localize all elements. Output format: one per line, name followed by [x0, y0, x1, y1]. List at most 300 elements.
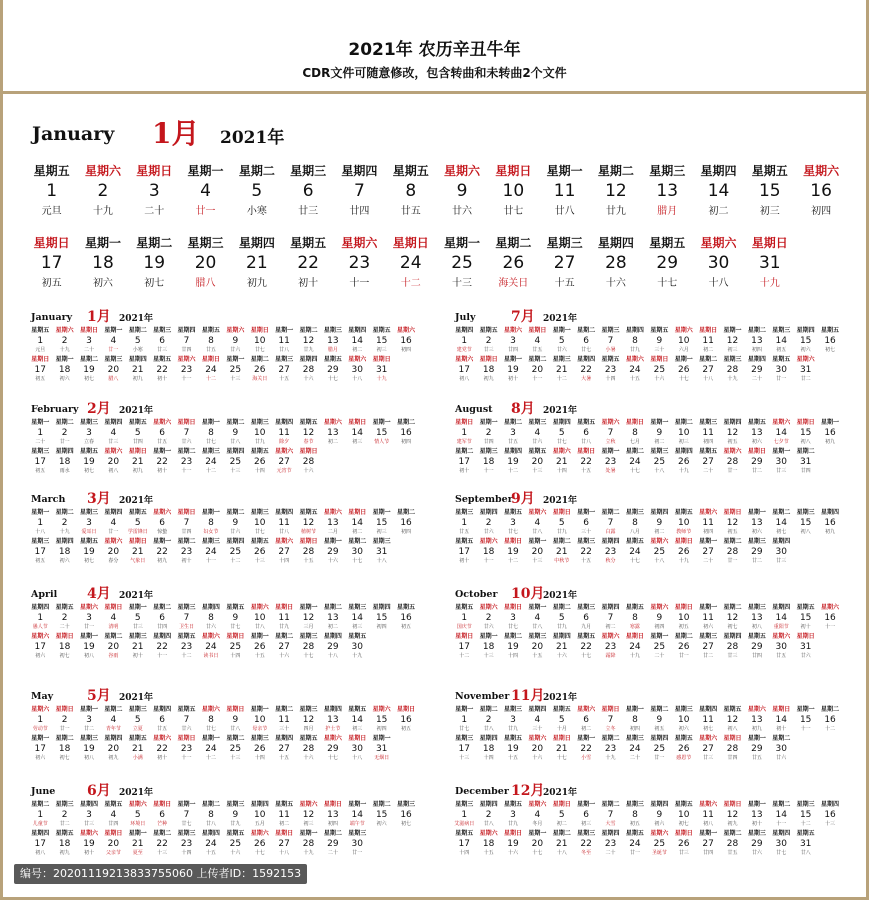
lunar-label: 十四 [459, 850, 470, 856]
weekday-label: 星期三 [299, 706, 318, 713]
day-number: 16 [400, 428, 412, 438]
mini-day-cell [793, 829, 817, 858]
lunar-label: 廿九 [507, 821, 518, 827]
lunar-label: 二十 [327, 850, 338, 856]
day-number: 30 [707, 253, 730, 273]
mini-week-row [452, 355, 855, 384]
lunar-label: 十六 [230, 850, 241, 856]
weekday-label: 星期二 [601, 801, 620, 808]
day-number: 2 [61, 428, 68, 438]
lunar-label: 十九 [92, 206, 113, 217]
lunar-label: 十九 [759, 278, 780, 289]
mini-day-cell [150, 705, 174, 734]
day-number: 2 [485, 428, 492, 438]
mini-day-cell [28, 418, 52, 447]
lunar-label: 八月 [629, 529, 640, 535]
weekday-label: 星期三 [650, 448, 669, 455]
weekday-label: 星期一 [674, 356, 693, 363]
lunar-label: 处暑 [605, 468, 616, 474]
mini-day-cell [394, 603, 418, 632]
day-number: 26 [677, 642, 690, 652]
lunar-label: 廿六 [181, 439, 192, 445]
weekday-label: 星期三 [250, 735, 269, 742]
mini-day-cell [476, 800, 500, 829]
lunar-label: 十一 [825, 624, 836, 630]
lunar-label: 十四 [254, 755, 265, 761]
weekday-label: 星期日 [128, 538, 147, 545]
mini-day-cell [248, 800, 272, 829]
mini-month-header [455, 306, 855, 326]
mini-day-cell [720, 734, 744, 763]
mini-day-cell [623, 632, 647, 661]
mini-day-cell [818, 800, 842, 829]
day-number: 22 [156, 744, 168, 754]
lunar-label: 十九 [352, 653, 363, 659]
mini-day-cell [525, 326, 549, 355]
day-number: 13 [751, 518, 763, 528]
weekday-label: 星期三 [79, 419, 98, 426]
lunar-label: 初三 [376, 347, 387, 353]
weekday-label: 星期二 [455, 448, 474, 455]
mini-day-cell [296, 537, 320, 566]
weekday-label: 星期六 [79, 830, 98, 837]
mini-day-cell [769, 537, 793, 566]
lunar-label: 廿一 [654, 755, 665, 761]
mini-day-cell [296, 418, 320, 447]
day-number: 6 [159, 518, 166, 528]
lunar-label: 廿四 [800, 468, 811, 474]
weekday-label: 星期二 [503, 633, 522, 640]
weekday-label: 星期四 [503, 448, 522, 455]
mini-day-cell [223, 800, 247, 829]
mini-day-cell [272, 705, 296, 734]
weekday-label: 星期六 [601, 633, 620, 640]
weekday-label: 星期一 [153, 448, 172, 455]
weekday-label: 星期六 [299, 801, 318, 808]
mini-day-cell [369, 418, 393, 447]
day-number: 20 [107, 744, 120, 754]
mini-day-cell [174, 829, 198, 858]
day-number: 13 [327, 428, 339, 438]
day-number: 27 [278, 457, 290, 467]
day-number: 1 [37, 715, 44, 725]
day-number: 11 [553, 181, 576, 201]
day-number: 7 [183, 613, 190, 623]
day-number: 26 [253, 839, 266, 849]
mini-day-cell [223, 537, 247, 566]
lunar-label: 卫生日 [179, 624, 195, 630]
mini-day-cell [623, 508, 647, 537]
mini-day-cell [101, 632, 125, 661]
lunar-label: 秋分 [605, 558, 616, 564]
day-number: 18 [482, 744, 495, 754]
mini-day-cell [345, 734, 369, 763]
lunar-label: 十八 [556, 850, 567, 856]
mini-day-cell [394, 705, 418, 734]
mini-day-cell [248, 355, 272, 384]
day-number: 7 [183, 518, 190, 528]
weekday-label: 星期五 [503, 509, 522, 516]
mini-day-cell [647, 537, 671, 566]
mini-day-cell [550, 447, 574, 476]
mini-day-cell [501, 705, 525, 734]
mini-day-cell [501, 800, 525, 829]
weekday-label: 星期四 [552, 419, 571, 426]
day-number: 25 [451, 253, 473, 273]
mini-day-cell [769, 355, 793, 384]
mini-day-cell [174, 447, 198, 476]
weekday-label: 星期三 [546, 236, 583, 250]
day-number: 21 [556, 457, 568, 467]
lunar-label: 廿三 [678, 850, 689, 856]
weekday-label: 星期三 [177, 604, 196, 611]
lunar-label: 十五 [254, 653, 265, 659]
day-number: 28 [726, 839, 739, 849]
mini-week-row [28, 734, 431, 763]
weekday-label: 星期四 [577, 356, 596, 363]
weekday-label: 星期六 [479, 830, 498, 837]
day-number: 19 [83, 744, 95, 754]
mini-day-cell [501, 326, 525, 355]
mini-day-cell [321, 418, 345, 447]
mini-day-cell [623, 829, 647, 858]
mini-day-cell [550, 508, 574, 537]
mini-day-cell [818, 418, 842, 447]
mini-day-cell [696, 632, 720, 661]
mini-month-cn: 6月 [87, 783, 111, 799]
lunar-label: 建军节 [456, 439, 472, 445]
mini-day-cell [550, 734, 574, 763]
day-number: 16 [400, 613, 412, 623]
big-month-en: January [32, 123, 115, 145]
day-number: 7 [354, 181, 365, 201]
mini-day-cell [745, 603, 769, 632]
mini-day-cell [126, 537, 150, 566]
lunar-label: 教师节 [676, 529, 692, 535]
lunar-label: 廿七 [205, 726, 216, 732]
weekday-label: 星期六 [348, 356, 367, 363]
mini-day-cell [793, 800, 817, 829]
day-number: 5 [134, 336, 141, 346]
day-number: 23 [604, 642, 617, 652]
mini-day-cell [272, 326, 296, 355]
weekday-label: 星期五 [625, 538, 644, 545]
lunar-label: 初七 [776, 529, 787, 535]
weekday-label: 星期一 [479, 633, 498, 640]
mini-day-cell [525, 603, 549, 632]
mini-day-cell [52, 632, 76, 661]
weekday-label: 星期二 [299, 327, 318, 334]
mini-day-cell [321, 508, 345, 537]
day-number: 7 [183, 715, 190, 725]
lunar-label: 十五 [581, 558, 592, 564]
mini-day-cell [452, 326, 476, 355]
lunar-label: 初三 [352, 726, 363, 732]
day-number: 10 [677, 518, 690, 528]
weekday-label: 星期六 [226, 327, 245, 334]
weekday-label: 星期五 [104, 801, 123, 808]
weekday-label: 星期五 [503, 735, 522, 742]
day-number: 15 [375, 810, 388, 820]
lunar-label: 廿八 [483, 821, 494, 827]
mini-day-cell [248, 537, 272, 566]
weekday-label: 星期四 [455, 327, 474, 334]
mini-day-cell [574, 800, 598, 829]
lunar-label: 初九 [59, 850, 70, 856]
weekday-label: 星期二 [136, 236, 173, 250]
lunar-label: 清明 [108, 624, 119, 630]
day-number: 8 [208, 715, 214, 725]
mini-day-cell [126, 734, 150, 763]
day-number: 15 [799, 336, 812, 346]
weekday-label: 星期五 [674, 735, 693, 742]
weekday-label: 星期六 [699, 509, 718, 516]
lunar-label: 青年节 [105, 726, 121, 732]
day-number: 16 [810, 181, 832, 201]
weekday-label: 星期日 [55, 706, 74, 713]
mini-day-cell [476, 705, 500, 734]
mini-day-cell [28, 632, 52, 661]
lunar-label: 十九 [59, 347, 70, 353]
lunar-label: 初四 [703, 529, 714, 535]
day-number: 22 [580, 642, 592, 652]
mini-day-cell [101, 418, 125, 447]
mini-day-cell [647, 326, 671, 355]
day-number: 9 [656, 336, 663, 346]
lunar-label: 十九 [376, 376, 387, 382]
lunar-label: 十七 [303, 653, 314, 659]
big-day-cell [129, 162, 180, 216]
day-number: 16 [824, 715, 836, 725]
mini-day-cell [52, 705, 76, 734]
mini-week-row [452, 537, 855, 566]
weekday-label: 星期五 [226, 830, 245, 837]
mini-day-cell [174, 418, 198, 447]
mini-day-cell [77, 447, 101, 476]
day-number: 30 [351, 839, 363, 849]
weekday-label: 星期三 [455, 509, 474, 516]
day-number: 7 [607, 428, 614, 438]
lunar-label: 大暑 [581, 376, 592, 382]
lunar-label: 初五 [35, 468, 46, 474]
day-number: 6 [302, 181, 314, 201]
lunar-label: 初七 [59, 755, 70, 761]
mini-day-cell [476, 355, 500, 384]
weekday-label: 星期五 [455, 604, 474, 611]
weekday-label: 星期三 [577, 830, 596, 837]
mini-day-cell [77, 603, 101, 632]
weekday-label: 星期五 [751, 164, 788, 178]
lunar-label: 初七 [703, 726, 714, 732]
lunar-label: 十一 [157, 653, 168, 659]
lunar-label: 十五 [279, 755, 290, 761]
lunar-label: 初二 [327, 439, 338, 445]
lunar-label: 初九 [132, 468, 143, 474]
day-number: 2 [61, 336, 68, 346]
lunar-label: 十七 [352, 558, 363, 564]
mini-day-cell [126, 632, 150, 661]
day-number: 11 [702, 613, 714, 623]
lunar-label: 廿九 [556, 624, 567, 630]
big-day-cell [26, 234, 77, 288]
weekday-label: 星期三 [772, 327, 791, 334]
day-number: 31 [799, 839, 812, 849]
weekday-label: 星期日 [275, 604, 294, 611]
day-number: 5 [134, 518, 141, 528]
day-number: 17 [458, 744, 470, 754]
lunar-label: 廿一 [727, 468, 738, 474]
mini-day-cell [199, 418, 223, 447]
mini-day-cell [28, 603, 52, 632]
day-number: 15 [375, 715, 388, 725]
mini-day-cell [296, 326, 320, 355]
weekday-label: 星期一 [104, 327, 123, 334]
weekday-label: 星期日 [226, 706, 245, 713]
lunar-label: 廿九 [507, 726, 518, 732]
lunar-label: 廿三 [727, 653, 738, 659]
mini-month-1 [31, 306, 431, 384]
day-number: 27 [278, 365, 290, 375]
weekday-label: 星期一 [153, 538, 172, 545]
lunar-label: 廿二 [751, 558, 762, 564]
day-number: 30 [775, 457, 787, 467]
weekday-label: 星期五 [250, 448, 269, 455]
mini-day-cell [525, 734, 549, 763]
lunar-label: 十三 [230, 468, 241, 474]
day-number: 17 [34, 642, 46, 652]
lunar-label: 初五 [629, 821, 640, 827]
day-number: 20 [531, 839, 544, 849]
lunar-label: 廿三 [132, 624, 143, 630]
weekday-label: 星期五 [649, 236, 686, 250]
mini-day-cell [501, 508, 525, 537]
lunar-label: 初十 [298, 278, 319, 289]
day-number: 12 [302, 613, 315, 623]
day-number: 1 [37, 518, 44, 528]
mini-year: 2021年 [119, 591, 154, 601]
weekday-label: 星期六 [84, 164, 121, 178]
lunar-label: 廿六 [800, 653, 811, 659]
big-day-cell [385, 162, 436, 216]
day-number: 20 [107, 547, 120, 557]
weekday-label: 星期日 [177, 509, 196, 516]
mini-day-cell [793, 603, 817, 632]
lunar-label: 廿四 [751, 653, 762, 659]
weekday-label: 星期二 [397, 509, 416, 516]
mini-day-cell [28, 800, 52, 829]
lunar-label: 十七 [581, 653, 592, 659]
lunar-label: 初六 [35, 653, 46, 659]
weekday-label: 星期五 [723, 706, 742, 713]
day-number: 22 [156, 457, 168, 467]
mini-day-cell [623, 603, 647, 632]
mini-day-cell [296, 632, 320, 661]
lunar-label: 廿三 [776, 468, 787, 474]
lunar-label: 廿八 [205, 821, 216, 827]
mini-day-cell [150, 508, 174, 537]
lunar-label: 十四 [556, 468, 567, 474]
mini-year: 2021年 [543, 496, 578, 506]
mini-day-cell [720, 508, 744, 537]
day-number: 10 [253, 715, 266, 725]
weekday-label: 星期一 [444, 236, 481, 250]
mini-day-cell [745, 326, 769, 355]
weekday-label: 星期六 [723, 448, 742, 455]
weekday-label: 星期日 [177, 419, 196, 426]
lunar-label: 十三 [157, 850, 168, 856]
mini-day-cell [574, 829, 598, 858]
lunar-label: 立春 [83, 439, 94, 445]
day-number: 12 [605, 181, 627, 201]
weekday-label: 星期日 [552, 509, 571, 516]
lunar-label: 十五 [483, 850, 494, 856]
day-number: 25 [229, 744, 242, 754]
weekday-label: 星期五 [625, 830, 644, 837]
weekday-label: 星期日 [747, 448, 766, 455]
day-number: 23 [604, 365, 617, 375]
day-number: 11 [278, 518, 290, 528]
lunar-label: 廿四 [727, 755, 738, 761]
lunar-label: 立秋 [605, 439, 616, 445]
day-number: 29 [751, 839, 763, 849]
mini-month-cn: 3月 [87, 491, 111, 507]
mini-week-row [452, 447, 855, 476]
lunar-label: 廿一 [776, 376, 787, 382]
lunar-label: 十八 [654, 468, 665, 474]
lunar-label: 感恩节 [676, 755, 692, 761]
mini-day-cell [394, 508, 418, 537]
weekday-label: 星期六 [650, 604, 669, 611]
mini-day-cell [672, 326, 696, 355]
mini-day-cell [550, 537, 574, 566]
lunar-label: 十一 [483, 468, 494, 474]
big-calendar-header [32, 112, 432, 152]
lunar-label: 十三 [825, 821, 836, 827]
day-number: 9 [232, 336, 239, 346]
mini-week-row [452, 632, 855, 661]
weekday-label: 星期一 [31, 509, 50, 516]
weekday-label: 星期四 [821, 509, 840, 516]
day-number: 27 [702, 642, 714, 652]
weekday-label: 星期六 [323, 509, 342, 516]
lunar-label: 小寒 [132, 347, 143, 353]
mini-day-cell [452, 355, 476, 384]
mini-day-cell [452, 508, 476, 537]
lunar-label: 十六 [303, 468, 314, 474]
lunar-label: 十六 [507, 850, 518, 856]
lunar-label: 廿三 [83, 821, 94, 827]
weekday-label: 星期六 [104, 538, 123, 545]
weekday-label: 星期日 [397, 706, 416, 713]
mini-day-cell [598, 800, 622, 829]
mini-day-cell [52, 508, 76, 537]
mini-week-row [452, 418, 855, 447]
weekday-label: 星期三 [299, 633, 318, 640]
weekday-label: 星期四 [275, 419, 294, 426]
lunar-label: 廿六 [452, 206, 473, 217]
weekday-label: 星期一 [250, 633, 269, 640]
lunar-label: 廿九 [629, 347, 640, 353]
day-number: 15 [799, 810, 812, 820]
mini-day-cell [126, 800, 150, 829]
weekday-label: 星期四 [238, 236, 275, 250]
day-number: 3 [86, 613, 92, 623]
weekday-label: 星期四 [796, 327, 815, 334]
day-number: 11 [702, 518, 714, 528]
day-number: 28 [302, 457, 315, 467]
lunar-label: 初二 [703, 347, 714, 353]
weekday-label: 星期六 [250, 830, 269, 837]
